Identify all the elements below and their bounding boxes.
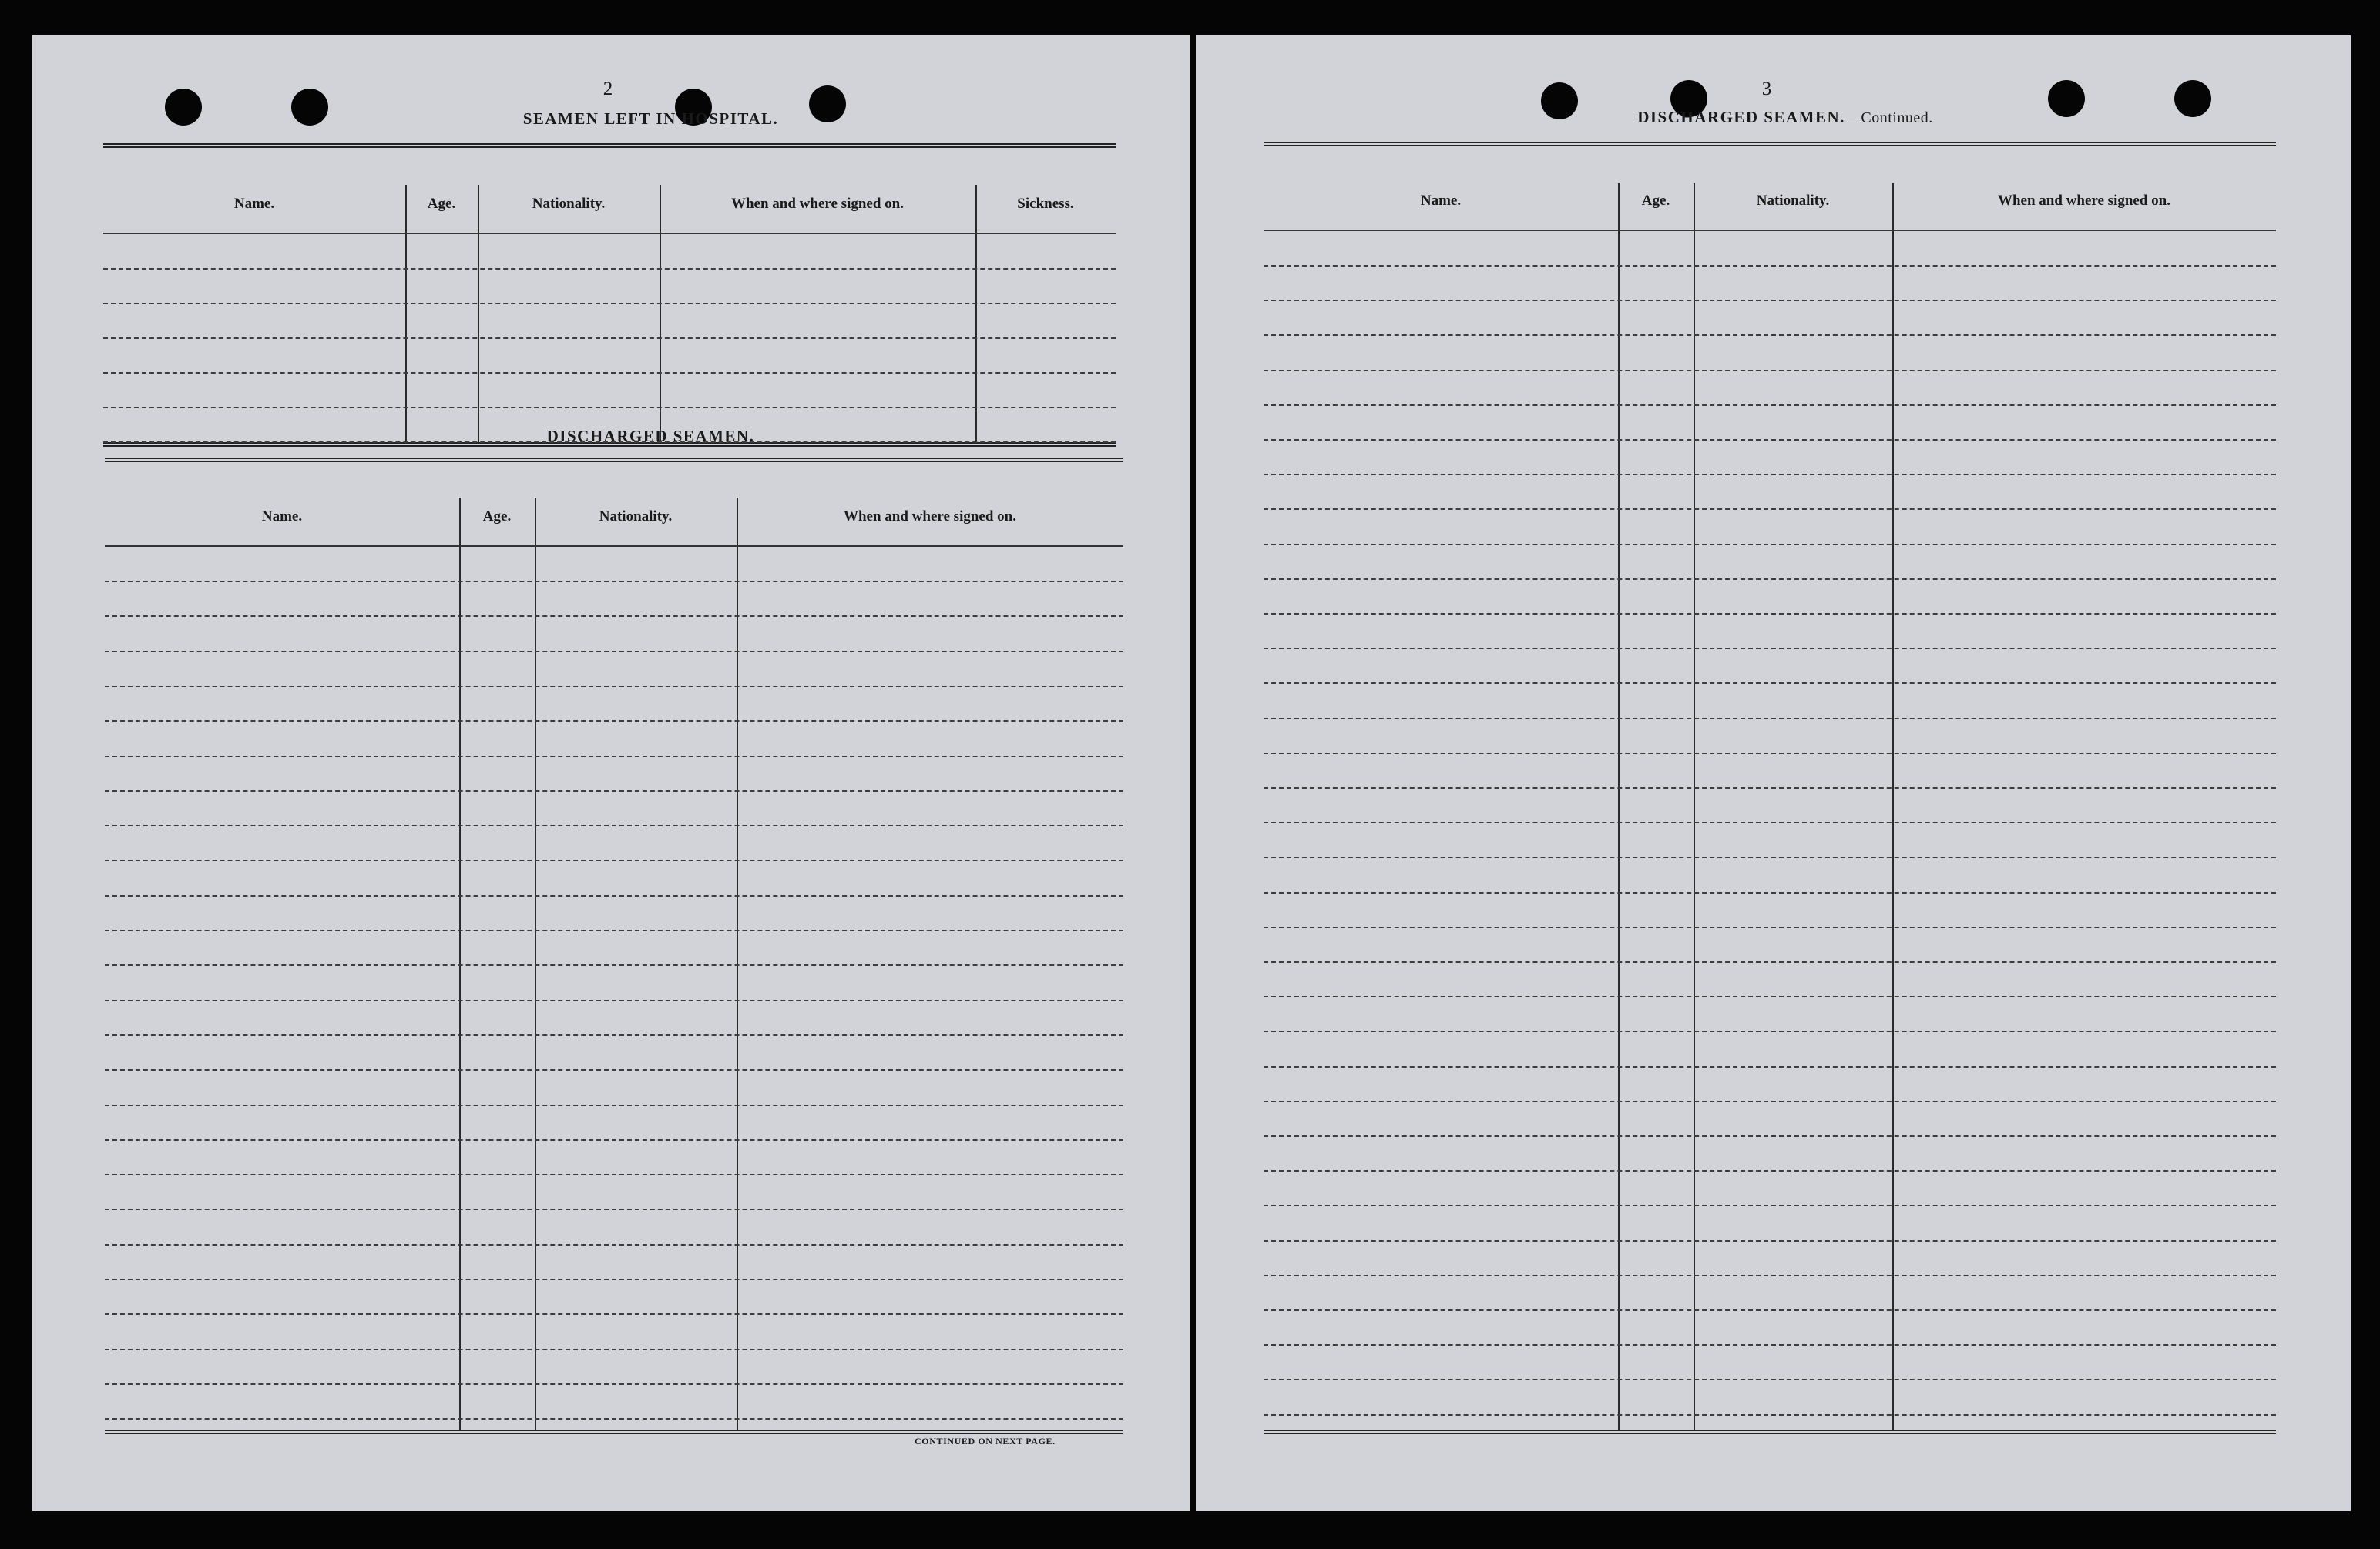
table-row (1264, 927, 2276, 928)
table-row (103, 303, 1116, 304)
column-header-signed-on: When and where signed on. (730, 196, 904, 212)
table-row (105, 1000, 1123, 1001)
punch-hole (2174, 80, 2211, 117)
table-row (105, 1279, 1123, 1280)
table-row (105, 756, 1123, 757)
table-row (1264, 544, 2276, 545)
page-number: 2 (603, 79, 613, 99)
column-header-name: Name. (1420, 193, 1462, 209)
table-row (105, 581, 1123, 582)
table-row (1264, 1170, 2276, 1172)
hospital-section-title: SEAMEN LEFT IN HOSPITAL. (522, 109, 779, 128)
table-row (1264, 1135, 2276, 1137)
discharged-continued-title (1608, 108, 1962, 127)
table-row (105, 1313, 1123, 1315)
column-divider (660, 185, 661, 442)
table-row (105, 1139, 1123, 1141)
table-row (1264, 1240, 2276, 1242)
table-row (1264, 439, 2276, 441)
right-page (1196, 35, 2351, 1511)
table-row (103, 407, 1116, 408)
table-row (105, 720, 1123, 722)
table-row (105, 1244, 1123, 1246)
table-row (105, 1069, 1123, 1071)
table-row (1264, 370, 2276, 371)
table-row (1264, 1344, 2276, 1346)
header-underline (103, 233, 1116, 234)
column-header-age: Age. (1641, 193, 1670, 209)
table-row (1264, 1066, 2276, 1068)
table-row (105, 686, 1123, 687)
discharged-section-title: DISCHARGED SEAMEN. (546, 427, 755, 445)
table-top-rule (103, 143, 1116, 148)
table-bottom-rule (105, 1430, 1123, 1434)
table-row (105, 1349, 1123, 1350)
header-underline (105, 545, 1123, 547)
column-divider (478, 185, 479, 442)
table-row (1264, 578, 2276, 580)
table-row (103, 372, 1116, 374)
column-header-nationality: Nationality. (1756, 193, 1830, 209)
table-row (1264, 857, 2276, 858)
table-row (1264, 1309, 2276, 1311)
table-row (1264, 613, 2276, 615)
table-row (105, 1209, 1123, 1210)
table-row (1264, 1031, 2276, 1032)
title-text: DISCHARGED SEAMEN. (1637, 108, 1845, 126)
table-row (1264, 508, 2276, 510)
table-row (1264, 648, 2276, 649)
column-header-signed-on: When and where signed on. (1997, 193, 2170, 209)
table-top-rule (105, 458, 1123, 462)
column-divider (975, 185, 977, 442)
header-underline (1264, 230, 2276, 231)
table-row (105, 1105, 1123, 1106)
discharged-continued-table (1264, 142, 2276, 1443)
table-row (1264, 718, 2276, 719)
column-divider (405, 185, 407, 442)
punch-hole (1541, 82, 1578, 119)
punch-hole (291, 89, 328, 126)
table-row (1264, 1205, 2276, 1206)
column-divider (459, 498, 461, 1430)
hospital-table (103, 143, 1116, 447)
table-row (105, 615, 1123, 617)
table-row (1264, 265, 2276, 267)
column-header-nationality: Nationality. (599, 508, 673, 525)
table-row (105, 1034, 1123, 1036)
table-top-rule (1264, 142, 2276, 146)
discharged-table (105, 458, 1123, 1443)
table-row (1264, 404, 2276, 406)
table-row (1264, 474, 2276, 475)
page-number: 3 (1761, 79, 1772, 99)
title-suffix: —Continued. (1845, 109, 1933, 126)
table-row (1264, 300, 2276, 301)
table-row (105, 1418, 1123, 1420)
table-row (103, 268, 1116, 270)
column-header-age: Age. (482, 508, 512, 525)
table-row (1264, 961, 2276, 963)
column-header-name: Name. (233, 196, 275, 212)
punch-hole (2048, 80, 2085, 117)
table-row (1264, 1414, 2276, 1416)
continued-note: CONTINUED ON NEXT PAGE. (915, 1436, 1056, 1447)
table-row (105, 1383, 1123, 1385)
column-header-age: Age. (427, 196, 456, 212)
table-row (1264, 1101, 2276, 1102)
table-row (105, 964, 1123, 966)
table-row (105, 895, 1123, 897)
table-row (1264, 996, 2276, 997)
table-row (1264, 682, 2276, 684)
column-header-nationality: Nationality. (532, 196, 606, 212)
table-row (1264, 1379, 2276, 1380)
column-header-sickness: Sickness. (1017, 196, 1074, 212)
left-page (32, 35, 1190, 1511)
table-row (1264, 753, 2276, 754)
table-row (1264, 892, 2276, 894)
column-header-signed-on: When and where signed on. (843, 508, 1016, 525)
column-divider (535, 498, 536, 1430)
table-row (1264, 822, 2276, 823)
table-row (1264, 787, 2276, 789)
column-divider (737, 498, 738, 1430)
table-bottom-rule (1264, 1430, 2276, 1434)
table-row (105, 790, 1123, 792)
table-row (105, 860, 1123, 861)
column-header-name: Name. (261, 508, 303, 525)
table-row (105, 930, 1123, 931)
table-row (103, 337, 1116, 339)
table-row (105, 651, 1123, 652)
table-row (105, 825, 1123, 826)
table-row (1264, 1275, 2276, 1276)
table-row (1264, 334, 2276, 336)
punch-hole (165, 89, 202, 126)
table-row (105, 1174, 1123, 1175)
